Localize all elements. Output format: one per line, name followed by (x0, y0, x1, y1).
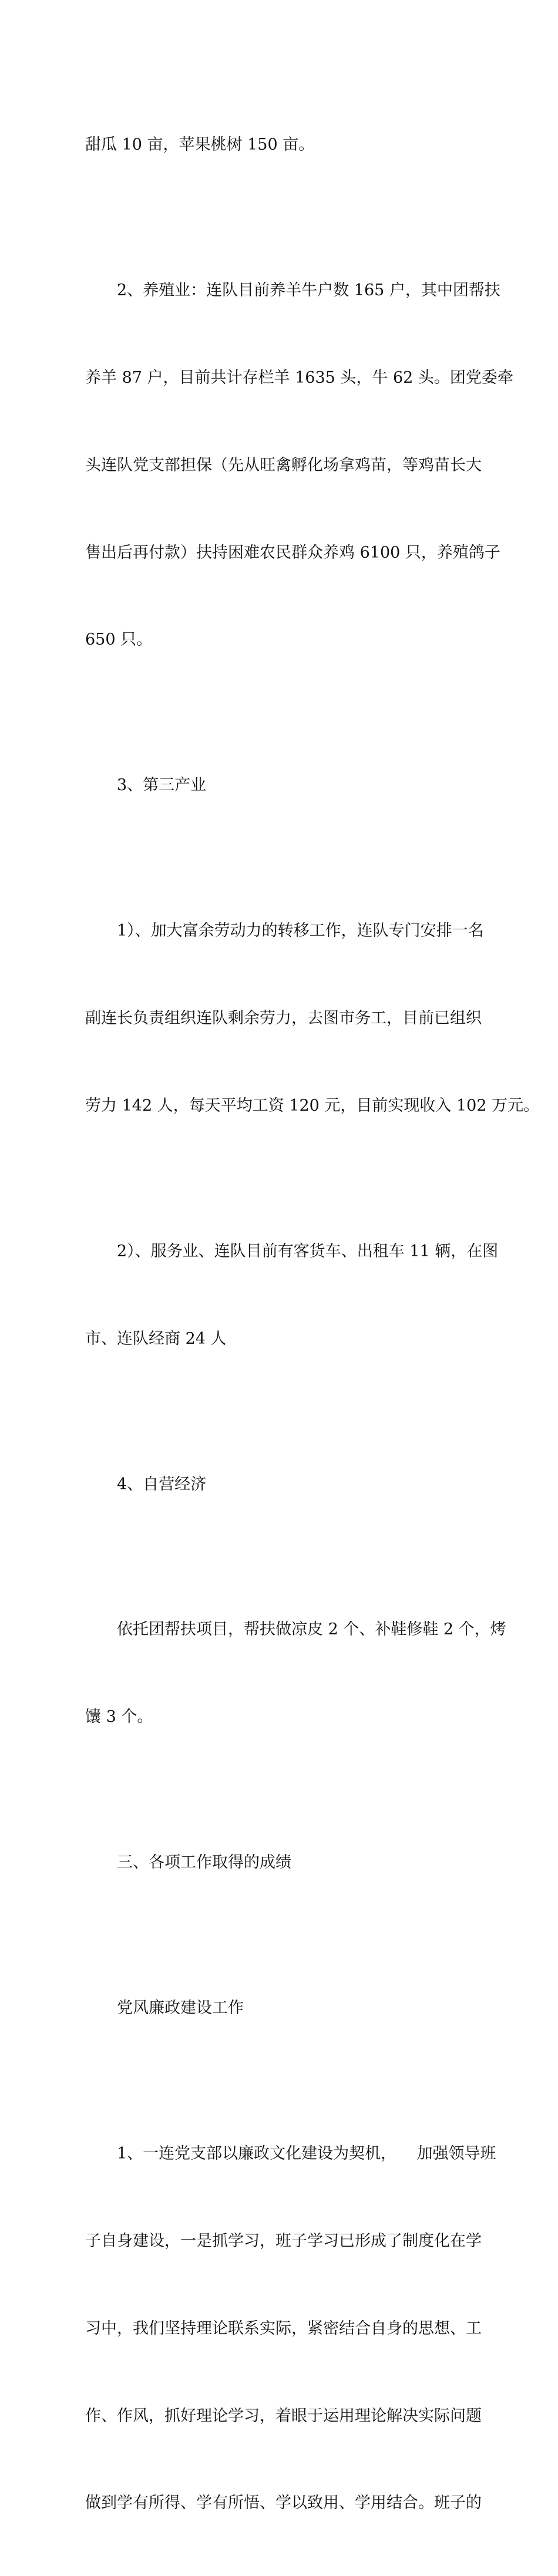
text-line: 650 只。 (85, 630, 153, 649)
text-line: 习中，我们坚持理论联系实际，紧密结合自身的思想、工 (85, 2319, 482, 2338)
text-line: 4、自营经济 (117, 1475, 207, 1493)
heading-tertiary-industry (85, 713, 479, 858)
text-line: 甜瓜 10 亩，苹果桃树 150 亩。 (85, 136, 315, 154)
paragraph-1 (85, 72, 479, 218)
text-line: 3、第三产业 (117, 776, 207, 795)
text-line: 2）、服务业、连队目前有客货车、出租车 11 辆，在图 (117, 1242, 499, 1260)
text-line: 副连长负责组织连队剩余劳力，去图市务工，目前已组织 (85, 1009, 482, 1027)
heading-achievements (85, 1790, 479, 1936)
text-line: 子自身建设，一是抓学习，班子学习已形成了制度化在学 (85, 2231, 482, 2250)
text-line: 市、连队经商 24 人 (85, 1329, 227, 1348)
text-line: 售出后再付款）扶持困难农民群众养鸡 6100 只，养殖鸽子 (85, 543, 500, 562)
text-line: 作、作风，抓好理论学习，着眼于运用理论解决实际问题 (85, 2406, 482, 2425)
text-line: 三、各项工作取得的成绩 (117, 1853, 291, 1872)
text-line: 2、养殖业：连队目前养羊牛户数 165 户，其中团帮扶 (117, 281, 500, 300)
text-line: 头连队党支部担保（先从旺禽孵化场拿鸡苗，等鸡苗长大 (85, 456, 482, 474)
text-line: 养羊 87 户，目前共计存栏羊 1635 头，牛 62 头。团党委牵 (85, 368, 513, 387)
text-line: 1）、加大富余劳动力的转移工作，连队专门安排一名 (117, 922, 484, 940)
heading-self-employed (85, 1411, 479, 1557)
text-line: 做到学有所得、学有所悟、学以致用、学用结合。班子的 (85, 2494, 482, 2513)
text-line: 馕 3 个。 (85, 1708, 153, 1727)
paragraph-livestock (85, 218, 513, 713)
paragraph-service-industry (85, 1179, 499, 1412)
text-line: 党风廉政建设工作 (117, 1999, 244, 2018)
text-line: 1、一连党支部以廉政文化建设为契机， 加强领导班 (117, 2145, 496, 2163)
text-line: 劳力 142 人，每天平均工资 120 元，目前实现收入 102 万元。 (85, 1096, 540, 1115)
text-line: 依托团帮扶项目，帮扶做凉皮 2 个、补鞋修鞋 2 个，烤 (117, 1620, 506, 1639)
document-body (85, 72, 540, 2576)
paragraph-support-projects (85, 1557, 506, 1790)
heading-integrity-work (85, 1936, 479, 2081)
paragraph-labor-transfer (85, 858, 540, 1179)
paragraph-party-branch (85, 2081, 496, 2576)
